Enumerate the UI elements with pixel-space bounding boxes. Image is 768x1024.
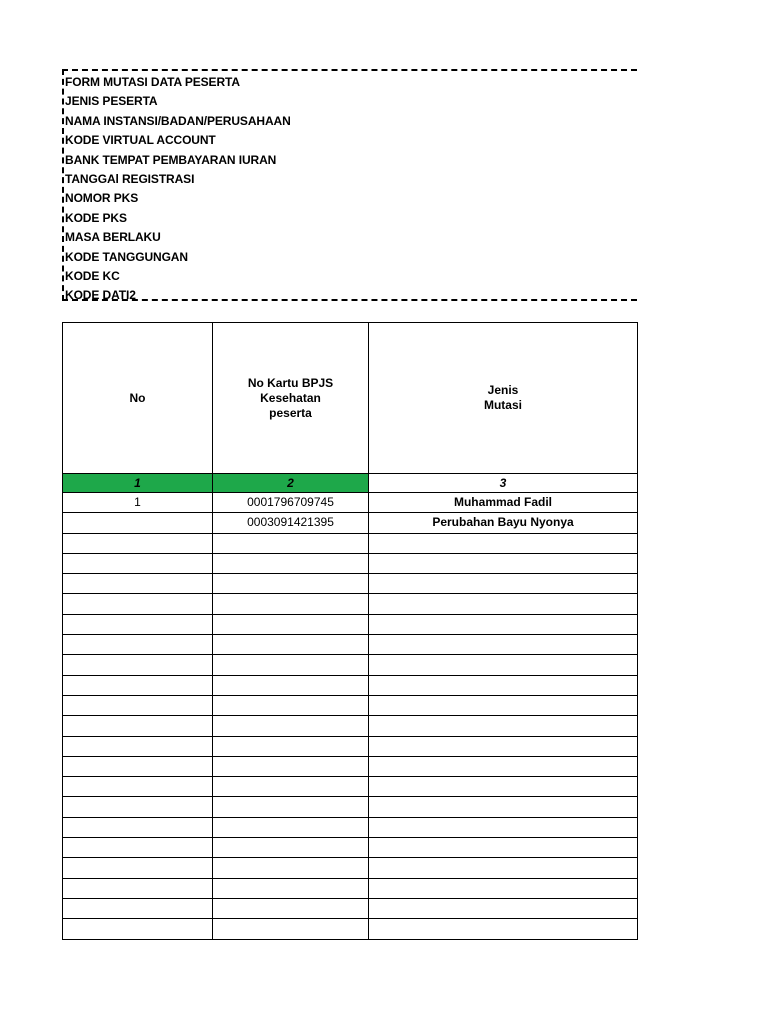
table-row (63, 533, 638, 553)
cell-no (63, 513, 213, 533)
field-masa-berlaku: MASA BERLAKU (65, 230, 161, 245)
column-index-3: 3 (369, 474, 638, 493)
cell-mutation-type (369, 898, 638, 918)
header-mutation-type-line2: Mutasi (483, 398, 522, 412)
cell-no (63, 797, 213, 817)
cell-mutation-type (369, 716, 638, 736)
mutation-table (62, 322, 638, 940)
cell-mutation-type (369, 736, 638, 756)
cell-no (63, 655, 213, 675)
header-no (63, 323, 213, 474)
column-index-1: 1 (63, 474, 213, 493)
cell-mutation-type (369, 858, 638, 878)
table-row (63, 553, 638, 573)
form-header (62, 69, 637, 301)
table-row (63, 898, 638, 918)
cell-card-number (213, 777, 369, 797)
cell-card-number (213, 553, 369, 573)
table-row (63, 614, 638, 634)
field-kode-dati2: KODE DATI2 (65, 288, 136, 303)
cell-card-number (213, 817, 369, 837)
cell-mutation-type (369, 635, 638, 655)
cell-no (63, 736, 213, 756)
table-row (63, 878, 638, 898)
cell-no (63, 858, 213, 878)
table-row (63, 574, 638, 594)
field-kode-tanggungan: KODE TANGGUNGAN (65, 249, 188, 264)
table-row (63, 695, 638, 715)
cell-card-number (213, 533, 369, 553)
cell-mutation-type (369, 756, 638, 776)
cell-mutation-type: Perubahan Bayu Nyonya (369, 513, 638, 533)
table-row (63, 493, 638, 513)
cell-mutation-type (369, 777, 638, 797)
cell-card-number (213, 898, 369, 918)
cell-no (63, 553, 213, 573)
cell-mutation-type (369, 574, 638, 594)
table-row (63, 655, 638, 675)
cell-card-number (213, 655, 369, 675)
cell-card-number (213, 695, 369, 715)
cell-mutation-type (369, 919, 638, 939)
cell-mutation-type (369, 594, 638, 614)
cell-card-number (213, 878, 369, 898)
table-row (63, 919, 638, 939)
field-nomor-pks: NOMOR PKS (65, 191, 139, 206)
cell-no (63, 898, 213, 918)
form-title: FORM MUTASI DATA PESERTA (65, 75, 240, 89)
table-row (63, 756, 638, 776)
column-index-2: 2 (213, 474, 369, 493)
cell-no (63, 533, 213, 553)
header-card-number (213, 323, 369, 474)
header-card-number-line2: peserta (269, 405, 312, 420)
cell-card-number (213, 716, 369, 736)
header-no-label: No (129, 390, 146, 405)
cell-mutation-type (369, 838, 638, 858)
cell-mutation-type (369, 878, 638, 898)
table-row (63, 513, 638, 533)
cell-card-number (213, 736, 369, 756)
cell-mutation-type (369, 614, 638, 634)
cell-mutation-type (369, 797, 638, 817)
cell-card-number: 0001796709745 (213, 493, 369, 513)
cell-card-number (213, 574, 369, 594)
cell-mutation-type (369, 817, 638, 837)
cell-no (63, 777, 213, 797)
cell-card-number (213, 838, 369, 858)
table-row (63, 858, 638, 878)
table-row (63, 817, 638, 837)
field-kode-virtual-account: KODE VIRTUAL ACCOUNT (65, 133, 216, 148)
field-tanggal-registrasi: TANGGAl REGISTRASI (65, 171, 195, 186)
table-row (63, 838, 638, 858)
header-card-number-line1: No Kartu BPJS Kesehatan (247, 375, 334, 405)
cell-no (63, 838, 213, 858)
field-bank-pembayaran: BANK TEMPAT PEMBAYARAN IURAN (65, 152, 277, 167)
cell-card-number: 0003091421395 (213, 513, 369, 533)
column-index-row (63, 474, 638, 493)
cell-no (63, 695, 213, 715)
field-kode-kc: KODE KC (65, 268, 120, 283)
cell-no (63, 594, 213, 614)
cell-mutation-type (369, 695, 638, 715)
cell-mutation-type (369, 553, 638, 573)
cell-card-number (213, 594, 369, 614)
cell-no: 1 (63, 493, 213, 513)
table-row (63, 635, 638, 655)
header-mutation-type (369, 323, 638, 474)
table-row (63, 777, 638, 797)
form-field-list (65, 73, 291, 306)
table-row (63, 716, 638, 736)
cell-card-number (213, 756, 369, 776)
cell-no (63, 614, 213, 634)
table-header-row (63, 323, 638, 474)
cell-no (63, 817, 213, 837)
table-row (63, 675, 638, 695)
cell-card-number (213, 614, 369, 634)
field-kode-pks: KODE PKS (65, 210, 127, 225)
cell-mutation-type: Muhammad Fadil (369, 493, 638, 513)
table-row (63, 736, 638, 756)
cell-no (63, 574, 213, 594)
field-nama-instansi: NAMA INSTANSI/BADAN/PERUSAHAAN (65, 113, 291, 128)
cell-card-number (213, 858, 369, 878)
cell-no (63, 675, 213, 695)
cell-mutation-type (369, 533, 638, 553)
cell-mutation-type (369, 655, 638, 675)
table-row (63, 797, 638, 817)
table-row (63, 594, 638, 614)
field-jenis-peserta: JENIS PESERTA (65, 94, 158, 109)
cell-card-number (213, 797, 369, 817)
cell-no (63, 919, 213, 939)
cell-no (63, 756, 213, 776)
cell-no (63, 716, 213, 736)
cell-card-number (213, 919, 369, 939)
header-mutation-type-line1: Jenis (487, 383, 519, 397)
cell-card-number (213, 635, 369, 655)
cell-no (63, 878, 213, 898)
cell-card-number (213, 675, 369, 695)
table-body (63, 474, 638, 940)
cell-mutation-type (369, 675, 638, 695)
cell-no (63, 635, 213, 655)
